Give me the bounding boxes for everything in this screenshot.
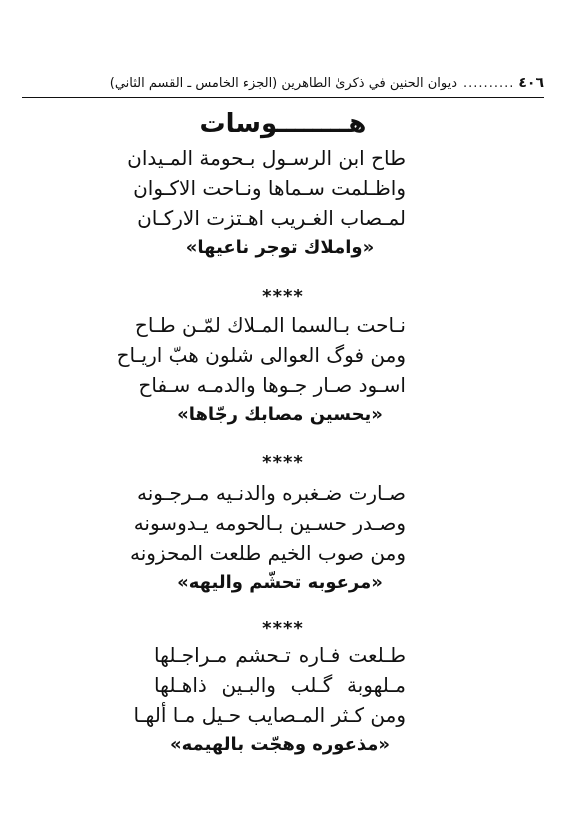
verse-line: صـارت ضـغبره والدنـيه مـرجـونه [137,481,406,505]
verse-line: طـلعت فـاره تـحشم مـراجـلها [154,643,406,667]
verse-line: ومن فوگ العوالى شلون هبّ اريـاح [116,343,406,367]
leader-dots: .......... [463,75,515,91]
refrain-line: «واملاك توجر ناعيها» [185,237,375,258]
verse-line: ومن كـثر المـصايب حـيل مـا ألهـا [133,703,406,727]
verse-line: وصـدر حسـين بـالحومه يـدوسونه [133,511,406,535]
stanza-2 [116,310,406,430]
stanza-separator: **** [262,452,304,473]
verse-line: ومن صوب الخيم طلعت المحزونه [129,541,406,565]
verse-line: واظـلمت سـماها ونـاحت الاكـوان [133,176,406,200]
page-header [22,72,544,94]
verse-line: لمـصاب الغـريب اهـتزت الاركـان [137,206,406,230]
header-rule [22,97,544,98]
verse-line: اسـود صـار جـوها والدمـه سـفاح [138,373,406,397]
verse-line: مـلهوبة گـلب والبـين ذاهـلها [154,673,406,697]
refrain-line: «يحسين مصابك رجّاها» [177,404,383,425]
stanza-separator: **** [262,286,304,307]
refrain-line: «مذعوره وهجّت بالهيمه» [169,734,391,755]
section-heading: هــــــــوسات [199,109,367,139]
verse-line: طاح ابن الرسـول بـحومة المـيدان [127,146,406,170]
stanza-4 [133,640,406,760]
stanza-separator: **** [262,618,304,639]
verse-line: نـاحت بـالسما المـلاك لمّـن طـاح [134,313,406,337]
stanza-3 [129,478,406,598]
stanza-1 [127,143,406,263]
refrain-line: «مرعوبه تحشّم واليهه» [177,572,383,593]
running-title: ديوان الحنين في ذكرىٰ الطاهرين (الجزء الخامس ـ القسم الثاني) [109,75,458,91]
page-number: ٤٠٦ [518,75,544,91]
